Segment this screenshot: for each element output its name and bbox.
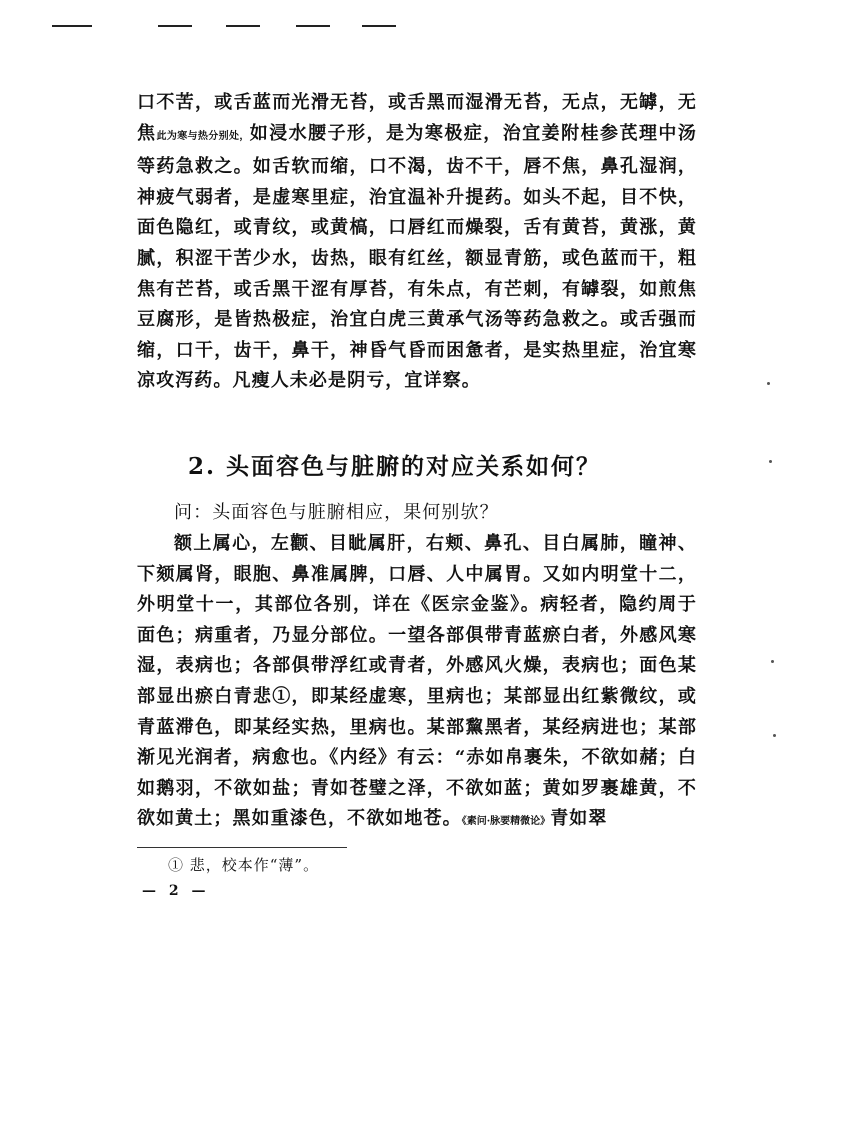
footnote-rule xyxy=(137,847,347,848)
answer-paragraph xyxy=(137,529,697,838)
top-dash-1 xyxy=(52,25,92,27)
section-heading: 2. 头面容色与脏腑的对应关系如何？ xyxy=(188,453,602,480)
scan-speck xyxy=(767,382,770,385)
question-text: 问：头面容色与脏腑相应，果何别欤？ xyxy=(174,502,499,523)
scan-speck xyxy=(771,660,774,663)
scan-speck xyxy=(769,460,772,463)
paragraph-1-text-b: 如浸水腰子形，是为寒极症，治宜姜附桂参芪理中汤等药急救之。如舌软而缩，口不渴，齿不干，唇不焦，鼻孔湿润，神疲气弱者，是虚寒里症，治宜温补升提药。如头不起，目不快，面色隐红，或青纹，或黄槁，口唇红而燥裂，舌有黄苔，黄涨，黄腻，积涩干苦少水，齿热，眼有红丝，额显青筋，或色蓝而干，粗焦有芒苔，或舌黑干涩有厚苔，有朱点，有芒刺，有罅裂，如煎焦豆腐形，是皆热极症，治宜白虎三黄承气汤等药急救之。或舌强而缩，口干，齿干，鼻干，神昏气昏而困惫者，是实热里症，治宜寒凉攻泻药。凡瘦人未必是阴亏，宜详察。 xyxy=(137,122,697,392)
answer-text-b: 青如翠 xyxy=(550,808,608,830)
answer-text-a: 额上属心，左颧、目眦属肝，右颊、鼻孔、目白属肺，瞳神、下颏属肾，眼胞、鼻准属脾，口唇、人中属胃。又如内明堂十二，外明堂十一，其部位各别，详在《医宗金鉴》。病轻者，隐约周于面色；病重者，乃显分部位。一望各部俱带青蓝瘀白者，外感风寒湿，表病也；各部俱带浮红或青者，外感风火燥，表病也；面色某部显出瘀白青悲①，即某经虚寒，里病也；某部显出红紫微纹，或青蓝滞色，即某经实热，里病也。某部黧黑者，某经病进也；某部渐见光润者，病愈也。《内经》有云：“赤如帛裹朱，不欲如赭；白如鹅羽，不欲如盐；青如苍璧之泽，不欲如蓝；黄如罗裹雄黄，不欲如黄土；黑如重漆色，不欲如地苍。 xyxy=(137,533,697,830)
answer-citation: 《素问·脉要精微论》 xyxy=(461,816,551,828)
top-dash-3 xyxy=(226,25,260,27)
top-dash-5 xyxy=(362,25,396,27)
scan-speck xyxy=(773,734,776,737)
page-number: — 2 — xyxy=(142,883,210,899)
top-dash-2 xyxy=(158,25,192,27)
paragraph-1-note: 此为寒与热分别处， xyxy=(156,130,250,142)
top-dash-4 xyxy=(296,25,330,27)
footnote: ① 悲，校本作“薄”。 xyxy=(168,856,320,874)
question-paragraph xyxy=(137,498,697,529)
paragraph-1-text-a: 口不苦，或舌蓝而光滑无苔，或舌黑而湿滑无苔，无点，无罅，无焦 xyxy=(137,92,697,144)
body-paragraph-1 xyxy=(137,88,697,397)
